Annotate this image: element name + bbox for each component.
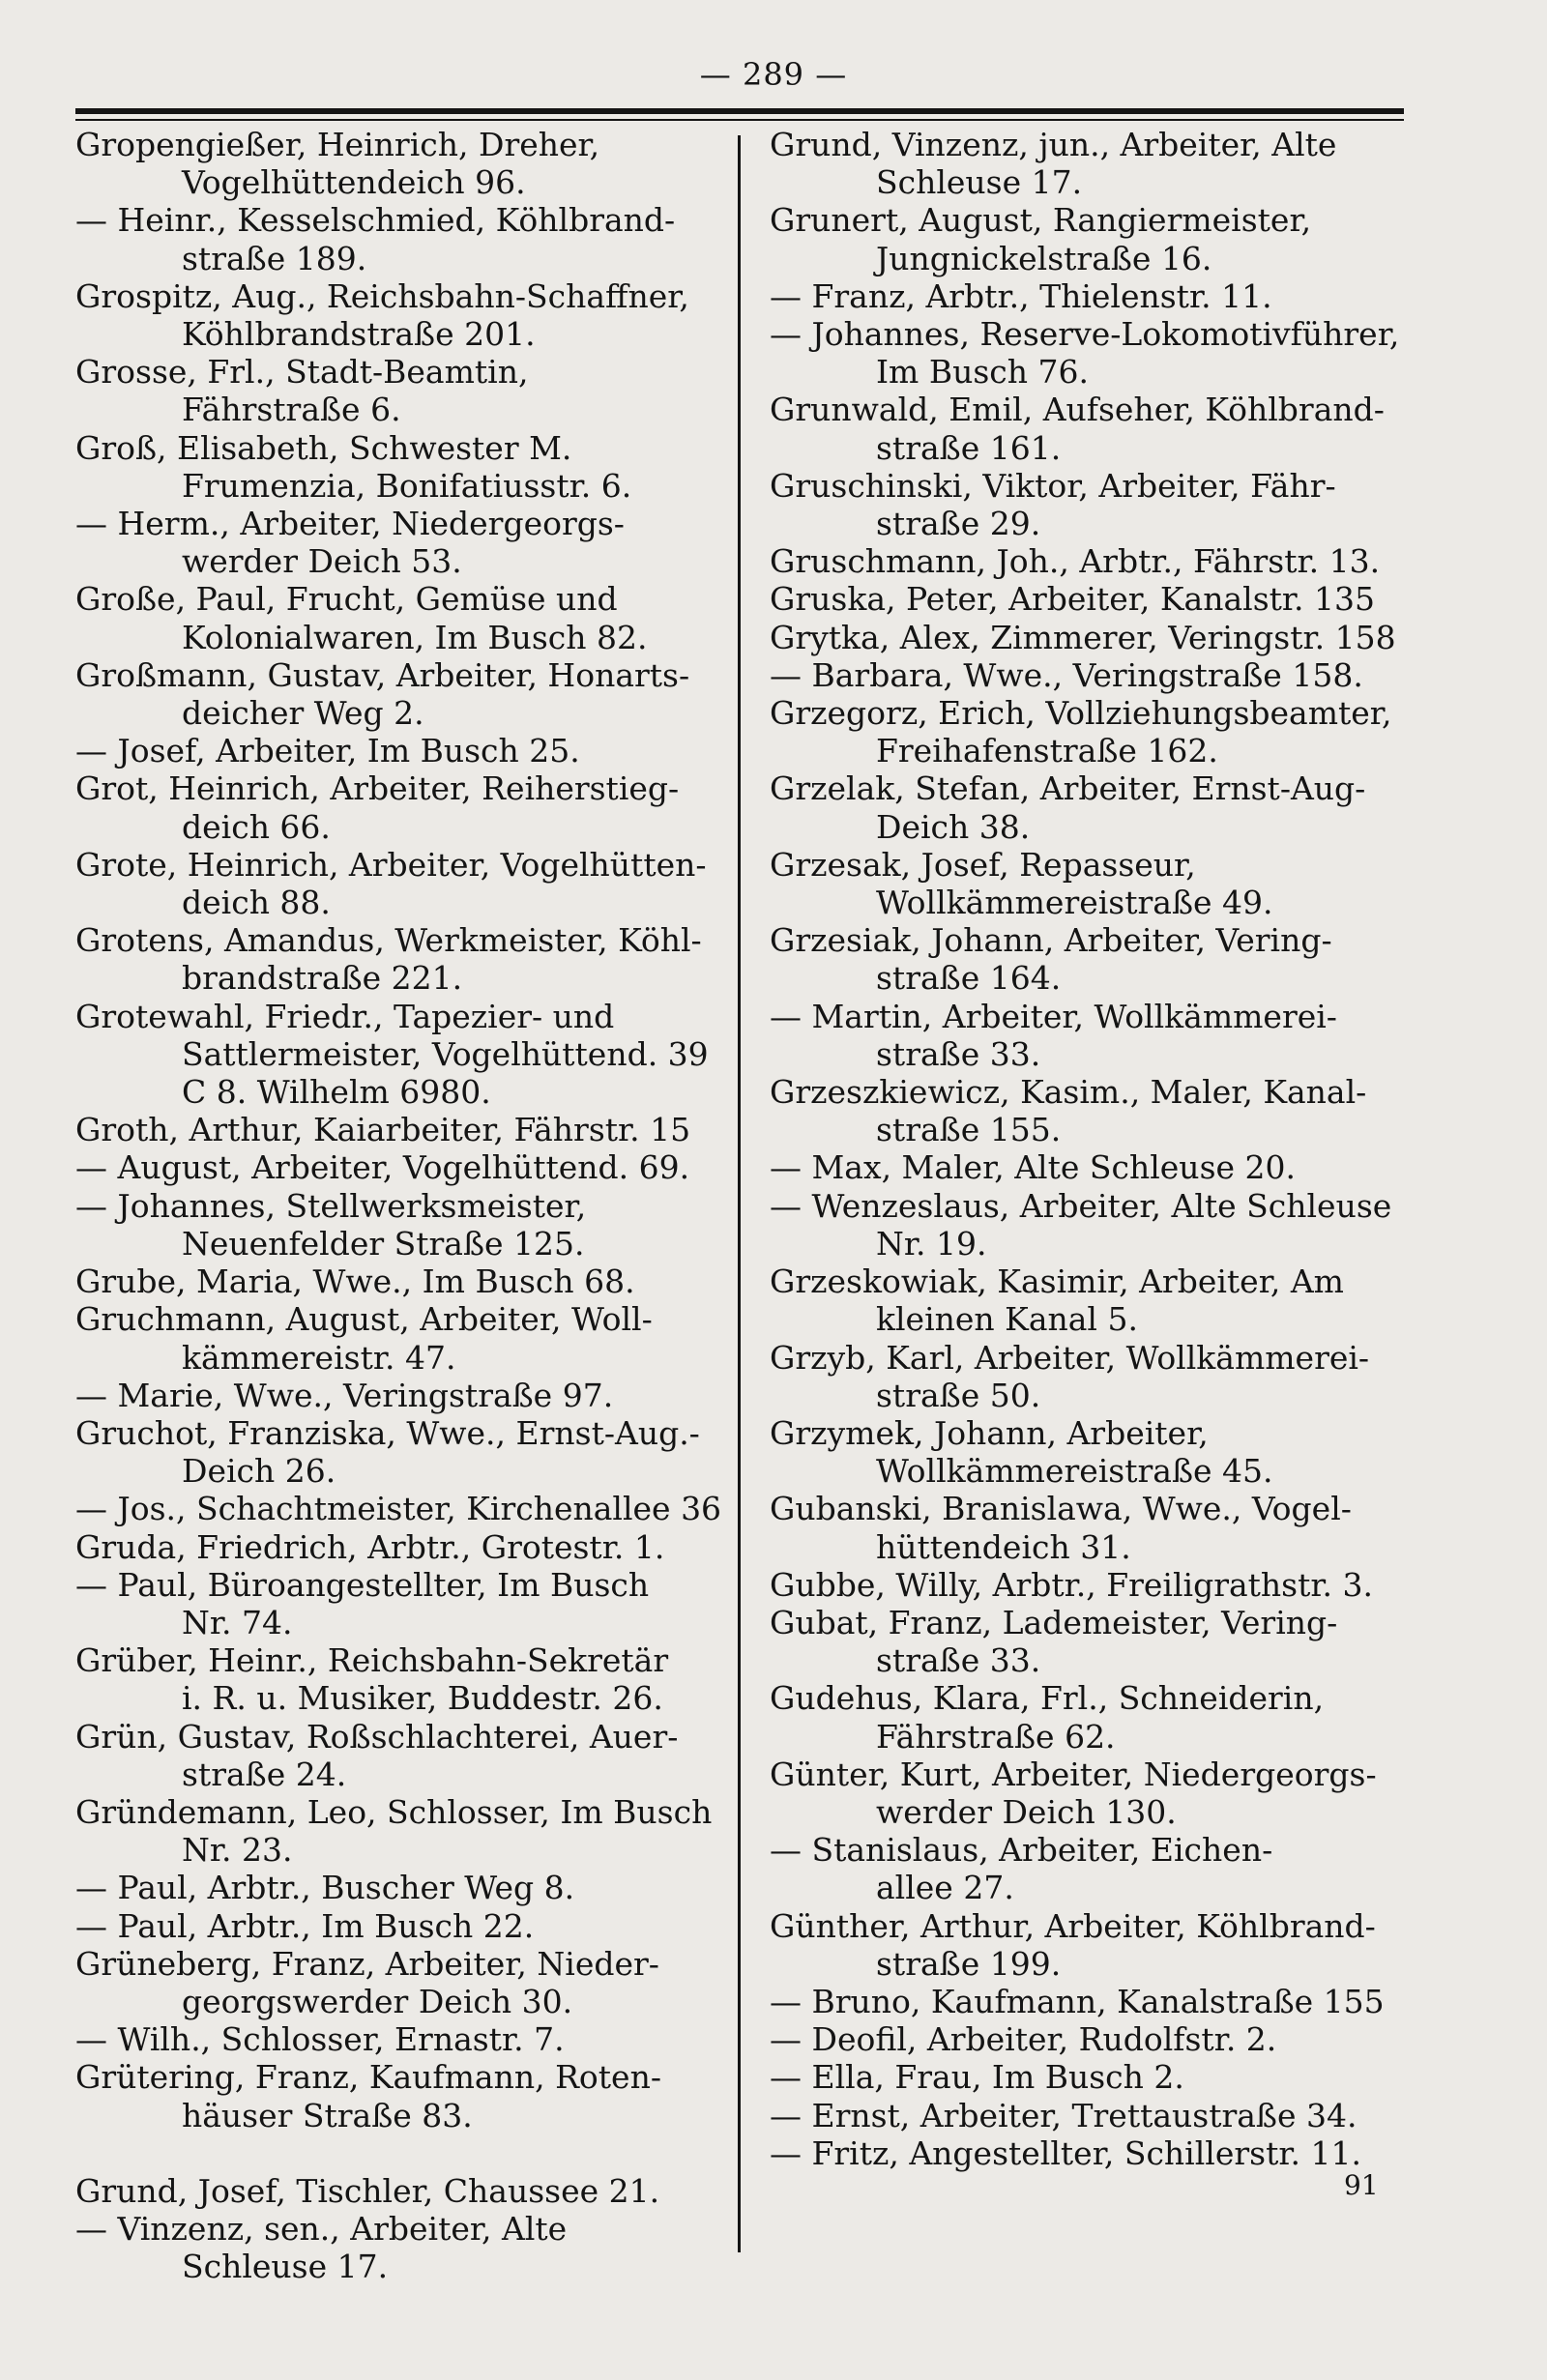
entry-continuation-line: Deich 38. — [876, 807, 1031, 846]
directory-entry — [770, 1263, 1408, 1338]
entry-line: — Max, Maler, Alte Schleuse 20. — [770, 1148, 1297, 1187]
entry-line: Grotewahl, Friedr., Tapezier- und — [75, 997, 615, 1035]
directory-entry — [770, 542, 1408, 580]
entry-line: Günter, Kurt, Arbeiter, Niedergeorgs- — [770, 1755, 1377, 1793]
entry-continuation-line: deicher Weg 2. — [182, 694, 424, 733]
entry-line: Grunert, August, Rangiermeister, — [770, 201, 1312, 240]
directory-entry — [75, 1718, 725, 1793]
entry-line: — Paul, Büroangestellter, Im Busch — [75, 1565, 650, 1604]
directory-entry — [75, 1945, 725, 2020]
directory-entry — [770, 1983, 1408, 2020]
directory-entry — [770, 1490, 1408, 1565]
directory-entry — [75, 1263, 725, 1300]
directory-entry — [75, 1528, 725, 1566]
directory-entry — [770, 1756, 1408, 1831]
entry-continuation-line: C 8. Wilhelm 6980. — [182, 1073, 491, 1112]
directory-entry — [770, 277, 1408, 315]
directory-entry — [75, 2172, 725, 2210]
entry-continuation-line: Nr. 19. — [876, 1224, 987, 1263]
entry-continuation-line: Wollkämmereistraße 45. — [876, 1452, 1273, 1491]
entry-continuation-line: häuser Straße 83. — [182, 2096, 473, 2134]
directory-entry — [770, 126, 1408, 201]
entry-line: Grütering, Franz, Kaufmann, Roten- — [75, 2058, 661, 2097]
entry-line: Gubbe, Willy, Arbtr., Freiligrathstr. 3. — [770, 1565, 1373, 1604]
page-number: — 289 — — [699, 56, 848, 93]
entry-continuation-line: deich 66. — [182, 807, 331, 846]
entry-line: — Wenzeslaus, Arbeiter, Alte Schleuse — [770, 1186, 1392, 1225]
entry-continuation-line: deich 88. — [182, 884, 331, 922]
directory-entry — [770, 2097, 1408, 2134]
entry-line: Grzeskowiak, Kasimir, Arbeiter, Am — [770, 1263, 1344, 1301]
entry-line: Gubat, Franz, Lademeister, Vering- — [770, 1603, 1338, 1641]
entry-line: — Herm., Arbeiter, Niedergeorgs- — [75, 505, 625, 543]
directory-entry — [770, 1187, 1408, 1263]
entry-continuation-line: Nr. 74. — [182, 1603, 293, 1641]
entry-line: — Johannes, Stellwerksmeister, — [75, 1186, 587, 1225]
directory-entry — [770, 2020, 1408, 2058]
entry-line: — Franz, Arbtr., Thielenstr. 11. — [770, 276, 1272, 315]
left-column — [75, 126, 725, 2285]
entry-line: Gruchmann, August, Arbeiter, Woll- — [75, 1300, 653, 1339]
entry-continuation-line: werder Deich 53. — [182, 542, 462, 581]
entry-line: Grzelak, Stefan, Arbeiter, Ernst-Aug- — [770, 769, 1366, 808]
entry-continuation-line: Wollkämmereistraße 49. — [876, 884, 1273, 922]
column-divider — [738, 135, 741, 2252]
directory-entry — [75, 429, 725, 505]
entry-line: — Stanislaus, Arbeiter, Eichen- — [770, 1831, 1273, 1870]
entry-line: — Paul, Arbtr., Buscher Weg 8. — [75, 1869, 575, 1907]
directory-entry — [75, 1793, 725, 1869]
entry-continuation-line: georgswerder Deich 30. — [182, 1982, 573, 2020]
entry-line: Grunwald, Emil, Aufseher, Köhlbrand- — [770, 391, 1385, 429]
entry-continuation-line: straße 189. — [182, 239, 367, 277]
directory-entry — [75, 998, 725, 1112]
entry-continuation-line: straße 164. — [876, 959, 1062, 998]
entry-continuation-line: Vogelhüttendeich 96. — [182, 163, 526, 202]
directory-entry — [75, 1566, 725, 1641]
entry-continuation-line: straße 24. — [182, 1755, 347, 1793]
directory-entry — [75, 1414, 725, 1490]
entry-continuation-line: Köhlbrandstraße 201. — [182, 315, 536, 354]
directory-entry — [75, 2020, 725, 2058]
directory-entry — [75, 201, 725, 276]
entry-continuation-line: Nr. 23. — [182, 1831, 293, 1870]
entry-continuation-line: Schleuse 17. — [876, 163, 1083, 202]
entry-line: Grün, Gustav, Roßschlachterei, Auer- — [75, 1717, 679, 1756]
entry-continuation-line: Fährstraße 6. — [182, 391, 401, 429]
directory-entry — [770, 201, 1408, 276]
directory-entry — [770, 1148, 1408, 1186]
entry-line: — Barbara, Wwe., Veringstraße 158. — [770, 655, 1363, 694]
directory-entry — [770, 1831, 1408, 1906]
directory-entry — [75, 1490, 725, 1527]
entry-line: Grote, Heinrich, Arbeiter, Vogelhütten- — [75, 845, 707, 884]
directory-entry — [770, 1907, 1408, 1983]
entry-continuation-line: straße 50. — [876, 1376, 1041, 1414]
directory-entry — [770, 846, 1408, 921]
entry-line: — Deofil, Arbeiter, Rudolfstr. 2. — [770, 2020, 1277, 2059]
directory-entry — [75, 1377, 725, 1414]
directory-entry — [75, 1907, 725, 1945]
entry-line: — Marie, Wwe., Veringstraße 97. — [75, 1376, 614, 1414]
entry-line: — August, Arbeiter, Vogelhüttend. 69. — [75, 1148, 690, 1187]
entry-line: — Vinzenz, sen., Arbeiter, Alte — [75, 2209, 568, 2248]
entry-line: Grzymek, Johann, Arbeiter, — [770, 1413, 1209, 1452]
entry-continuation-line: Freihafenstraße 162. — [876, 732, 1218, 770]
directory-entry — [770, 2134, 1408, 2172]
entry-line: Gubanski, Branislawa, Wwe., Vogel- — [770, 1490, 1352, 1528]
entry-line: — Bruno, Kaufmann, Kanalstraße 155 — [770, 1982, 1385, 2020]
directory-entry — [75, 1148, 725, 1186]
directory-entry — [75, 277, 725, 353]
directory-entry — [770, 998, 1408, 1073]
entry-line: — Johannes, Reserve-Lokomotivführer, — [770, 315, 1400, 354]
entry-line: Grotens, Amandus, Werkmeister, Köhl- — [75, 921, 702, 960]
directory-entry — [75, 1641, 725, 1717]
entry-continuation-line: Sattlermeister, Vogelhüttend. 39 — [182, 1034, 709, 1073]
directory-entry — [770, 1604, 1408, 1679]
entry-continuation-line: Deich 26. — [182, 1452, 336, 1491]
entry-continuation-line: straße 33. — [876, 1034, 1041, 1073]
entry-line: Gruska, Peter, Arbeiter, Kanalstr. 135 — [770, 580, 1376, 619]
directory-entry — [770, 1339, 1408, 1414]
entry-continuation-line: allee 27. — [876, 1869, 1014, 1907]
entry-line: Grund, Josef, Tischler, Chaussee 21. — [75, 2171, 660, 2210]
entry-continuation-line: i. R. u. Musiker, Buddestr. 26. — [182, 1679, 663, 1718]
entry-line: Gudehus, Klara, Frl., Schneiderin, — [770, 1679, 1325, 1718]
entry-continuation-line: Kolonialwaren, Im Busch 82. — [182, 618, 648, 656]
entry-line: — Ernst, Arbeiter, Trettaustraße 34. — [770, 2096, 1357, 2134]
directory-entry — [770, 391, 1408, 466]
entry-continuation-line: Im Busch 76. — [876, 353, 1089, 392]
entry-line: Gruschinski, Viktor, Arbeiter, Fähr- — [770, 466, 1336, 505]
entry-continuation-line: werder Deich 130. — [876, 1792, 1177, 1831]
directory-entry — [75, 769, 725, 845]
entry-line: — Paul, Arbtr., Im Busch 22. — [75, 1906, 535, 1945]
header-rule-thick — [75, 108, 1404, 114]
entry-continuation-line: Neuenfelder Straße 125. — [182, 1224, 585, 1263]
entry-line: — Martin, Arbeiter, Wollkämmerei- — [770, 997, 1337, 1035]
entry-line: Großmann, Gustav, Arbeiter, Honarts- — [75, 655, 690, 694]
entry-line: Große, Paul, Frucht, Gemüse und — [75, 580, 618, 619]
directory-entry — [770, 656, 1408, 694]
entry-line: Grytka, Alex, Zimmerer, Veringstr. 158 — [770, 618, 1396, 656]
directory-entry — [75, 1187, 725, 1263]
entry-line: Grüneberg, Franz, Arbeiter, Nieder- — [75, 1944, 659, 1983]
directory-entry — [75, 2058, 725, 2133]
entry-continuation-line: Fährstraße 62. — [876, 1717, 1116, 1756]
entry-continuation-line: brandstraße 221. — [182, 959, 463, 998]
directory-entry — [770, 315, 1408, 391]
printer-signature: 91 — [1344, 2169, 1379, 2201]
entry-line: — Wilh., Schlosser, Ernastr. 7. — [75, 2020, 565, 2059]
directory-entry — [75, 732, 725, 769]
directory-entry — [770, 921, 1408, 997]
directory-entry — [75, 353, 725, 428]
directory-entry — [770, 467, 1408, 542]
entry-line: Grube, Maria, Wwe., Im Busch 68. — [75, 1263, 635, 1301]
entry-continuation-line: straße 33. — [876, 1641, 1041, 1680]
header-rule-thin — [75, 119, 1404, 121]
directory-entry — [770, 619, 1408, 656]
entry-line: Grzeszkiewicz, Kasim., Maler, Kanal- — [770, 1073, 1367, 1112]
directory-entry — [770, 580, 1408, 618]
entry-line: Gruda, Friedrich, Arbtr., Grotestr. 1. — [75, 1527, 665, 1566]
entry-continuation-line: kleinen Kanal 5. — [876, 1300, 1138, 1339]
entry-continuation-line: kämmereistr. 47. — [182, 1338, 456, 1377]
entry-line: — Fritz, Angestellter, Schillerstr. 11. — [770, 2133, 1361, 2172]
directory-entry — [770, 769, 1408, 845]
entry-continuation-line: straße 199. — [876, 1944, 1062, 1983]
directory-entry — [75, 505, 725, 580]
entry-line: Grzyb, Karl, Arbeiter, Wollkämmerei- — [770, 1338, 1370, 1377]
entry-line: Grot, Heinrich, Arbeiter, Reiherstieg- — [75, 769, 680, 808]
directory-entry — [770, 2058, 1408, 2096]
entry-line: Günther, Arthur, Arbeiter, Köhlbrand- — [770, 1906, 1376, 1945]
entry-line: Grospitz, Aug., Reichsbahn-Schaffner, — [75, 276, 689, 315]
entry-continuation-line: Jungnickelstraße 16. — [876, 239, 1212, 277]
directory-entry — [75, 846, 725, 921]
directory-entry — [770, 1073, 1408, 1148]
entry-continuation-line: Schleuse 17. — [182, 2248, 389, 2286]
directory-entry — [75, 126, 725, 201]
directory-entry — [75, 656, 725, 732]
entry-line: Grzesiak, Johann, Arbeiter, Vering- — [770, 921, 1332, 960]
entry-line: — Ella, Frau, Im Busch 2. — [770, 2058, 1184, 2097]
entry-continuation-line: straße 155. — [876, 1111, 1062, 1149]
right-column — [770, 126, 1408, 2172]
entry-line: Grzesak, Josef, Repasseur, — [770, 845, 1196, 884]
entry-line: Gruchot, Franziska, Wwe., Ernst-Aug.- — [75, 1413, 700, 1452]
entry-line: Grüber, Heinr., Reichsbahn-Sekretär — [75, 1641, 669, 1680]
directory-entry — [770, 1566, 1408, 1604]
entry-line: Groth, Arthur, Kaiarbeiter, Fährstr. 15 — [75, 1111, 691, 1149]
entry-line: Grosse, Frl., Stadt-Beamtin, — [75, 353, 529, 392]
entry-line: Gründemann, Leo, Schlosser, Im Busch — [75, 1792, 713, 1831]
directory-entry — [75, 1300, 725, 1376]
entry-line: Groß, Elisabeth, Schwester M. — [75, 428, 572, 467]
directory-entry — [75, 1111, 725, 1148]
directory-entry — [75, 921, 725, 997]
entry-line: Gropengießer, Heinrich, Dreher, — [75, 126, 600, 163]
directory-entry — [75, 2210, 725, 2285]
entry-continuation-line: straße 161. — [876, 428, 1062, 467]
entry-continuation-line: hüttendeich 31. — [876, 1527, 1131, 1566]
entry-line: Grund, Vinzenz, jun., Arbeiter, Alte — [770, 126, 1337, 163]
directory-entry — [770, 1679, 1408, 1755]
entry-continuation-line: straße 29. — [876, 505, 1041, 543]
directory-entry — [770, 694, 1408, 769]
entry-line: Gruschmann, Joh., Arbtr., Fährstr. 13. — [770, 542, 1381, 581]
entry-line: — Josef, Arbeiter, Im Busch 25. — [75, 732, 580, 770]
entry-line: — Heinr., Kesselschmied, Köhlbrand- — [75, 201, 676, 240]
directory-entry — [770, 1414, 1408, 1490]
directory-entry — [75, 1869, 725, 1906]
directory-entry — [75, 580, 725, 655]
entry-line: Grzegorz, Erich, Vollziehungsbeamter, — [770, 694, 1392, 733]
entry-continuation-line: Frumenzia, Bonifatiusstr. 6. — [182, 466, 632, 505]
entry-line: — Jos., Schachtmeister, Kirchenallee 36 — [75, 1490, 722, 1528]
